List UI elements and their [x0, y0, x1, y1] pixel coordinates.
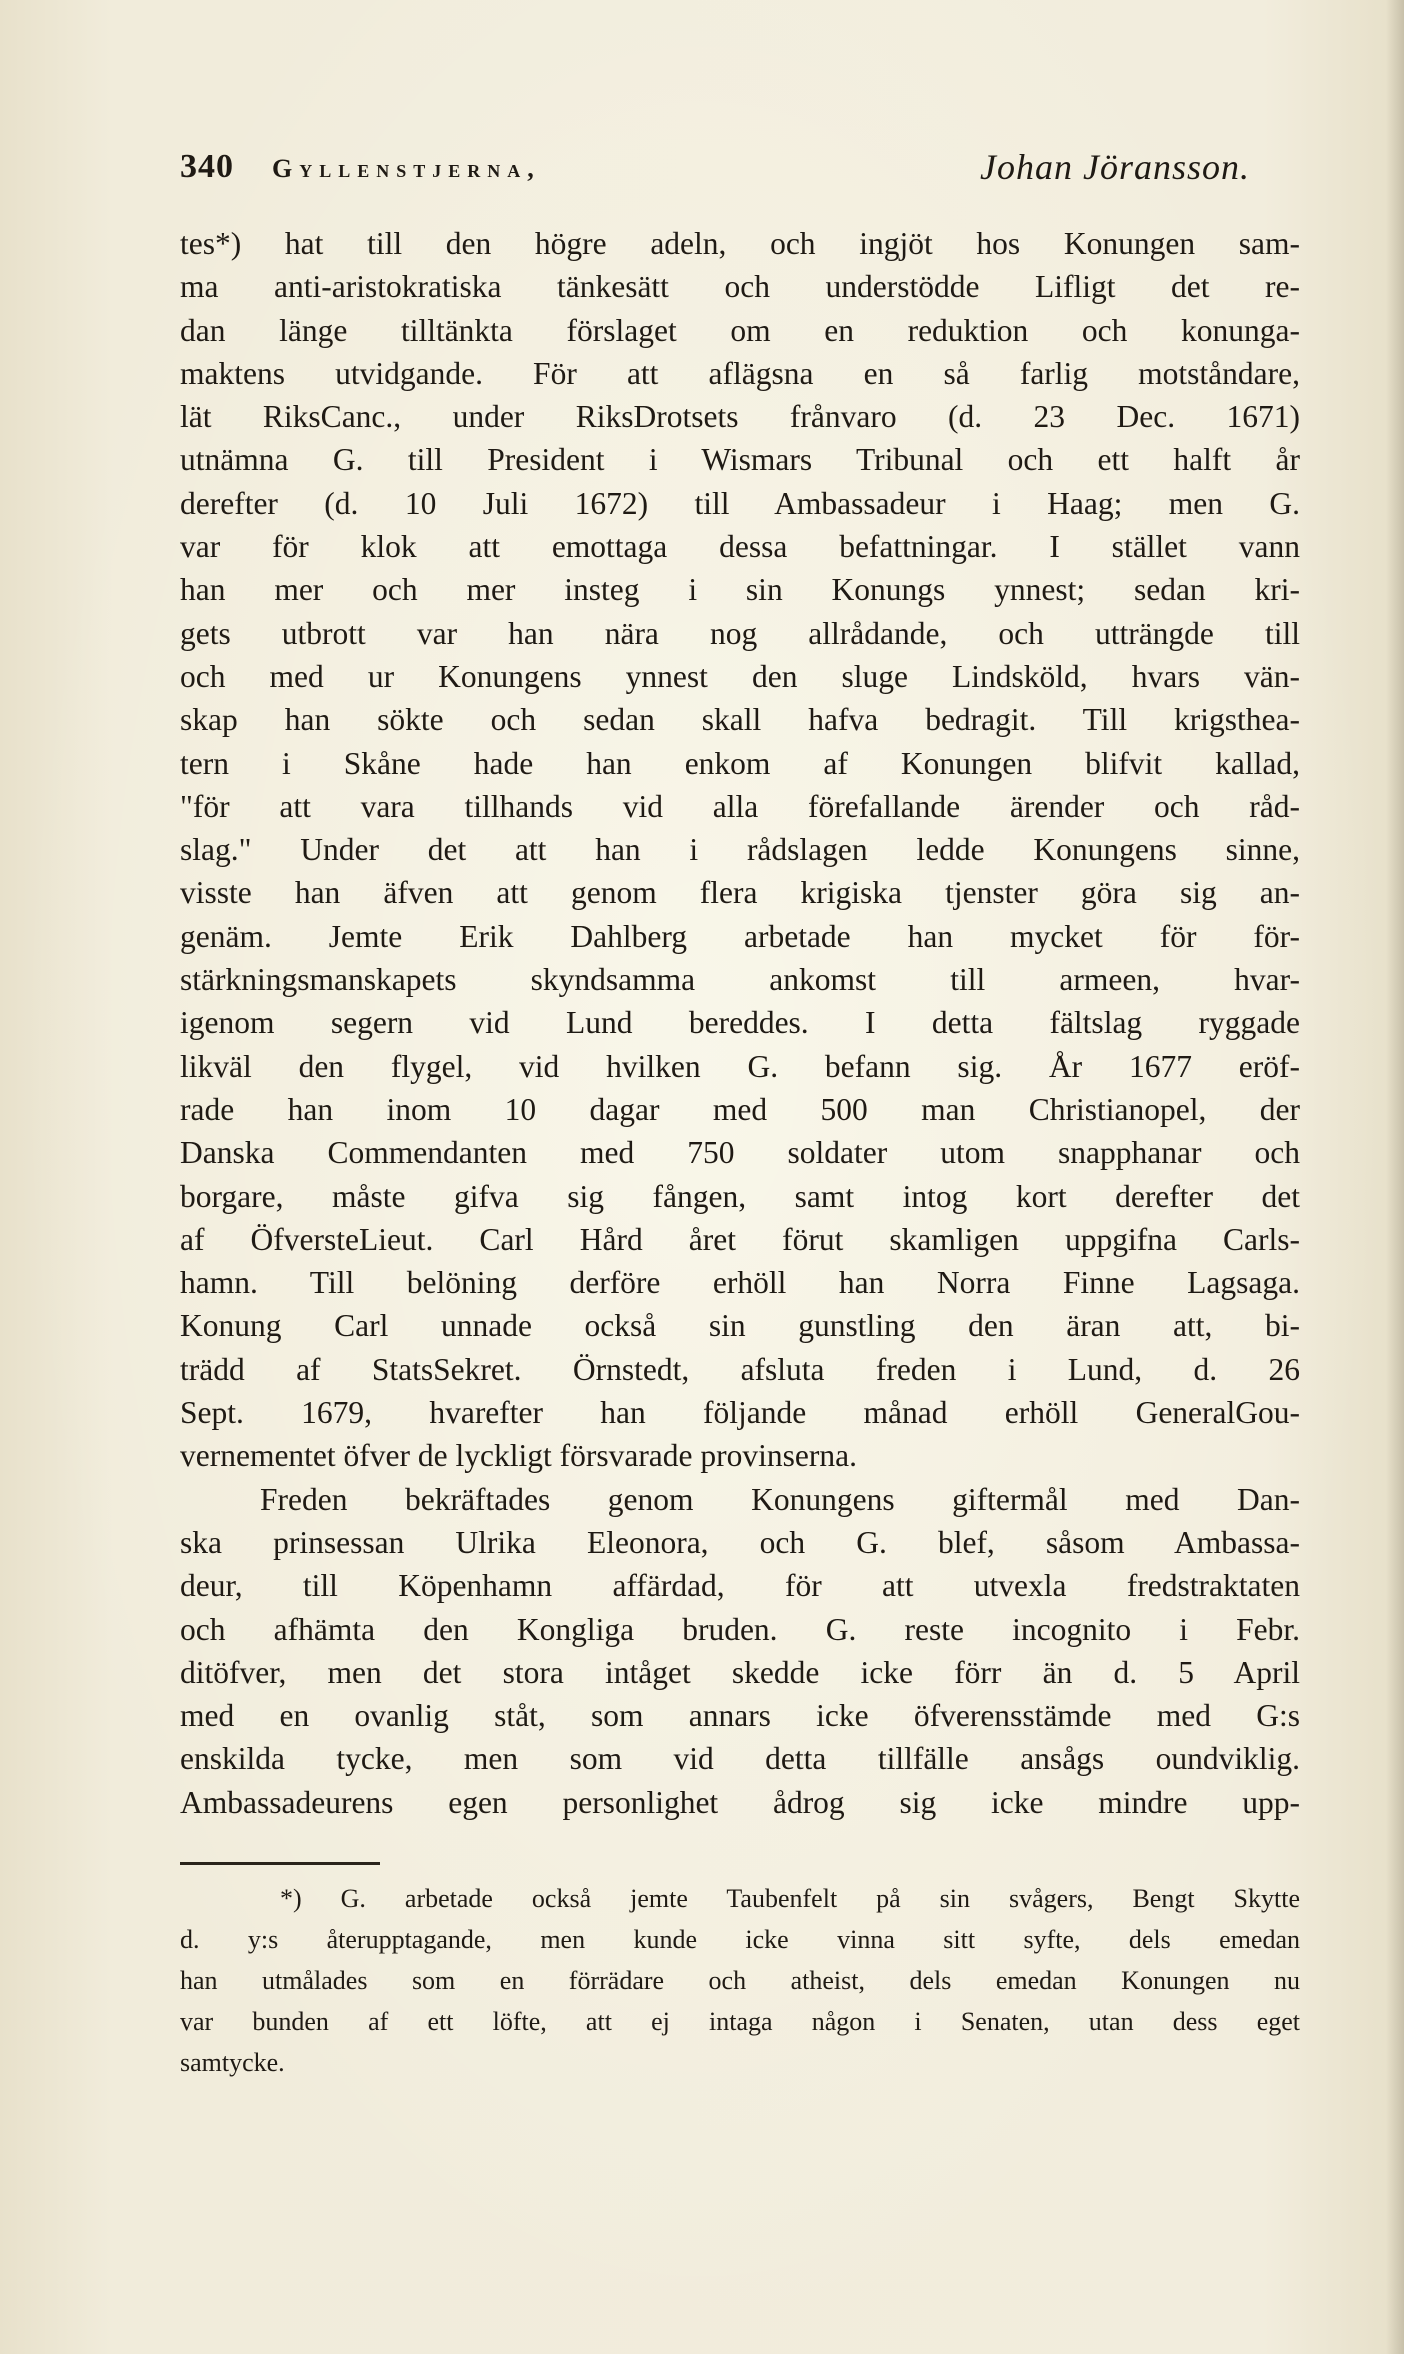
- text-line: slag." Under det att han i rådslagen ledde Konungens sinne,: [180, 832, 1300, 868]
- footnote-line: *) G. arbetade också jemte Taubenfelt på sin svågers, Bengt Skytte: [280, 1884, 1300, 1913]
- text-line: utnämna G. till President i Wismars Tribunal och ett halft år: [180, 442, 1300, 478]
- text-line: var för klok att emottaga dessa befattningar. I stället vann: [180, 529, 1300, 565]
- text-line: Sept. 1679, hvarefter han följande månad erhöll GeneralGou-: [180, 1395, 1300, 1431]
- text-line: tern i Skåne hade han enkom af Konungen blifvit kallad,: [180, 745, 1300, 781]
- footnote-line: d. y:s återupptagande, men kunde icke vinna sitt syfte, dels emedan: [180, 1925, 1300, 1954]
- text-line: tes*) hat till den högre adeln, och ingjöt hos Konungen sam-: [180, 226, 1300, 261]
- text-line: Ambassadeurens egen personlighet ådrog sig icke mindre upp-: [180, 1784, 1300, 1820]
- text-line: likväl den flygel, vid hvilken G. befann sig. År 1677 eröf-: [180, 1048, 1300, 1084]
- text-line: borgare, måste gifva sig fången, samt intog kort derefter det: [180, 1178, 1300, 1214]
- text-line: lät RiksCanc., under RiksDrotsets frånvaro (d. 23 Dec. 1671): [180, 399, 1300, 435]
- text-line: dan länge tilltänkta förslaget om en reduktion och konunga-: [180, 312, 1300, 348]
- text-line: ditöfver, men det stora intåget skedde icke förr än d. 5 April: [180, 1654, 1300, 1690]
- text-line: igenom segern vid Lund bereddes. I detta fältslag ryggade: [180, 1005, 1300, 1041]
- text-line: Danska Commendanten med 750 soldater utom snapphanar och: [180, 1135, 1300, 1171]
- text-line: skap han sökte och sedan skall hafva bedragit. Till krigsthea-: [180, 702, 1300, 738]
- text-line: af ÖfversteLieut. Carl Hård året förut skamligen uppgifna Carls-: [180, 1221, 1300, 1257]
- text-line: vernementet öfver de lyckligt försvarade provinserna.: [180, 1438, 857, 1474]
- text-line: ska prinsessan Ulrika Eleonora, och G. blef, såsom Ambassa-: [180, 1524, 1300, 1560]
- footnote-line: var bunden af ett löfte, att ej intaga någon i Senaten, utan dess eget: [180, 2007, 1300, 2036]
- text-line: och afhämta den Kongliga bruden. G. reste incognito i Febr.: [180, 1611, 1300, 1647]
- main-text: [180, 222, 1300, 1824]
- text-line: ma anti-aristokratiska tänkesätt och understödde Lifligt det re-: [180, 269, 1300, 305]
- text-line: och med ur Konungens ynnest den sluge Lindsköld, hvars vän-: [180, 658, 1300, 694]
- text-line: stärkningsmanskapets skyndsamma ankomst till armeen, hvar-: [180, 962, 1300, 998]
- page-edge-shadow: [1386, 0, 1404, 2354]
- text-line: gets utbrott var han nära nog allrådande, och utträngde till: [180, 615, 1300, 651]
- text-line: visste han äfven att genom flera krigiska tjenster göra sig an-: [180, 875, 1300, 911]
- text-line: Freden bekräftades genom Konungens giftermål med Dan-: [260, 1481, 1300, 1517]
- footnote-line: samtycke.: [180, 2048, 285, 2077]
- text-line: han mer och mer insteg i sin Konungs ynnest; sedan kri-: [180, 572, 1300, 608]
- footnote: [180, 1878, 1300, 2083]
- text-line: med en ovanlig ståt, som annars icke öfverensstämde med G:s: [180, 1698, 1300, 1734]
- footnote-rule: [180, 1862, 380, 1865]
- footnote-line: han utmålades som en förrädare och atheist, dels emedan Konungen nu: [180, 1966, 1300, 1995]
- page-header: [180, 148, 1300, 192]
- text-line: trädd af StatsSekret. Örnstedt, afsluta freden i Lund, d. 26: [180, 1351, 1300, 1387]
- page-number: 340: [180, 148, 234, 185]
- text-line: "för att vara tillhands vid alla förefallande ärender och råd-: [180, 788, 1300, 824]
- text-line: hamn. Till belöning derföre erhöll han Norra Finne Lagsaga.: [180, 1265, 1300, 1301]
- text-line: derefter (d. 10 Juli 1672) till Ambassadeur i Haag; men G.: [180, 485, 1300, 521]
- text-line: deur, till Köpenhamn affärdad, för att utvexla fredstraktaten: [180, 1568, 1300, 1604]
- text-line: enskilda tycke, men som vid detta tillfälle ansågs oundviklig.: [180, 1741, 1300, 1777]
- text-line: maktens utvidgande. För att aflägsna en så farlig motståndare,: [180, 355, 1300, 391]
- running-head-name: Gyllenstjerna,: [272, 154, 541, 183]
- text-line: Konung Carl unnade också sin gunstling den äran att, bi-: [180, 1308, 1300, 1344]
- text-line: genäm. Jemte Erik Dahlberg arbetade han mycket för för-: [180, 918, 1300, 954]
- text-line: rade han inom 10 dagar med 500 man Christianopel, der: [180, 1091, 1300, 1127]
- running-head-subject: Johan Jöransson.: [980, 147, 1250, 187]
